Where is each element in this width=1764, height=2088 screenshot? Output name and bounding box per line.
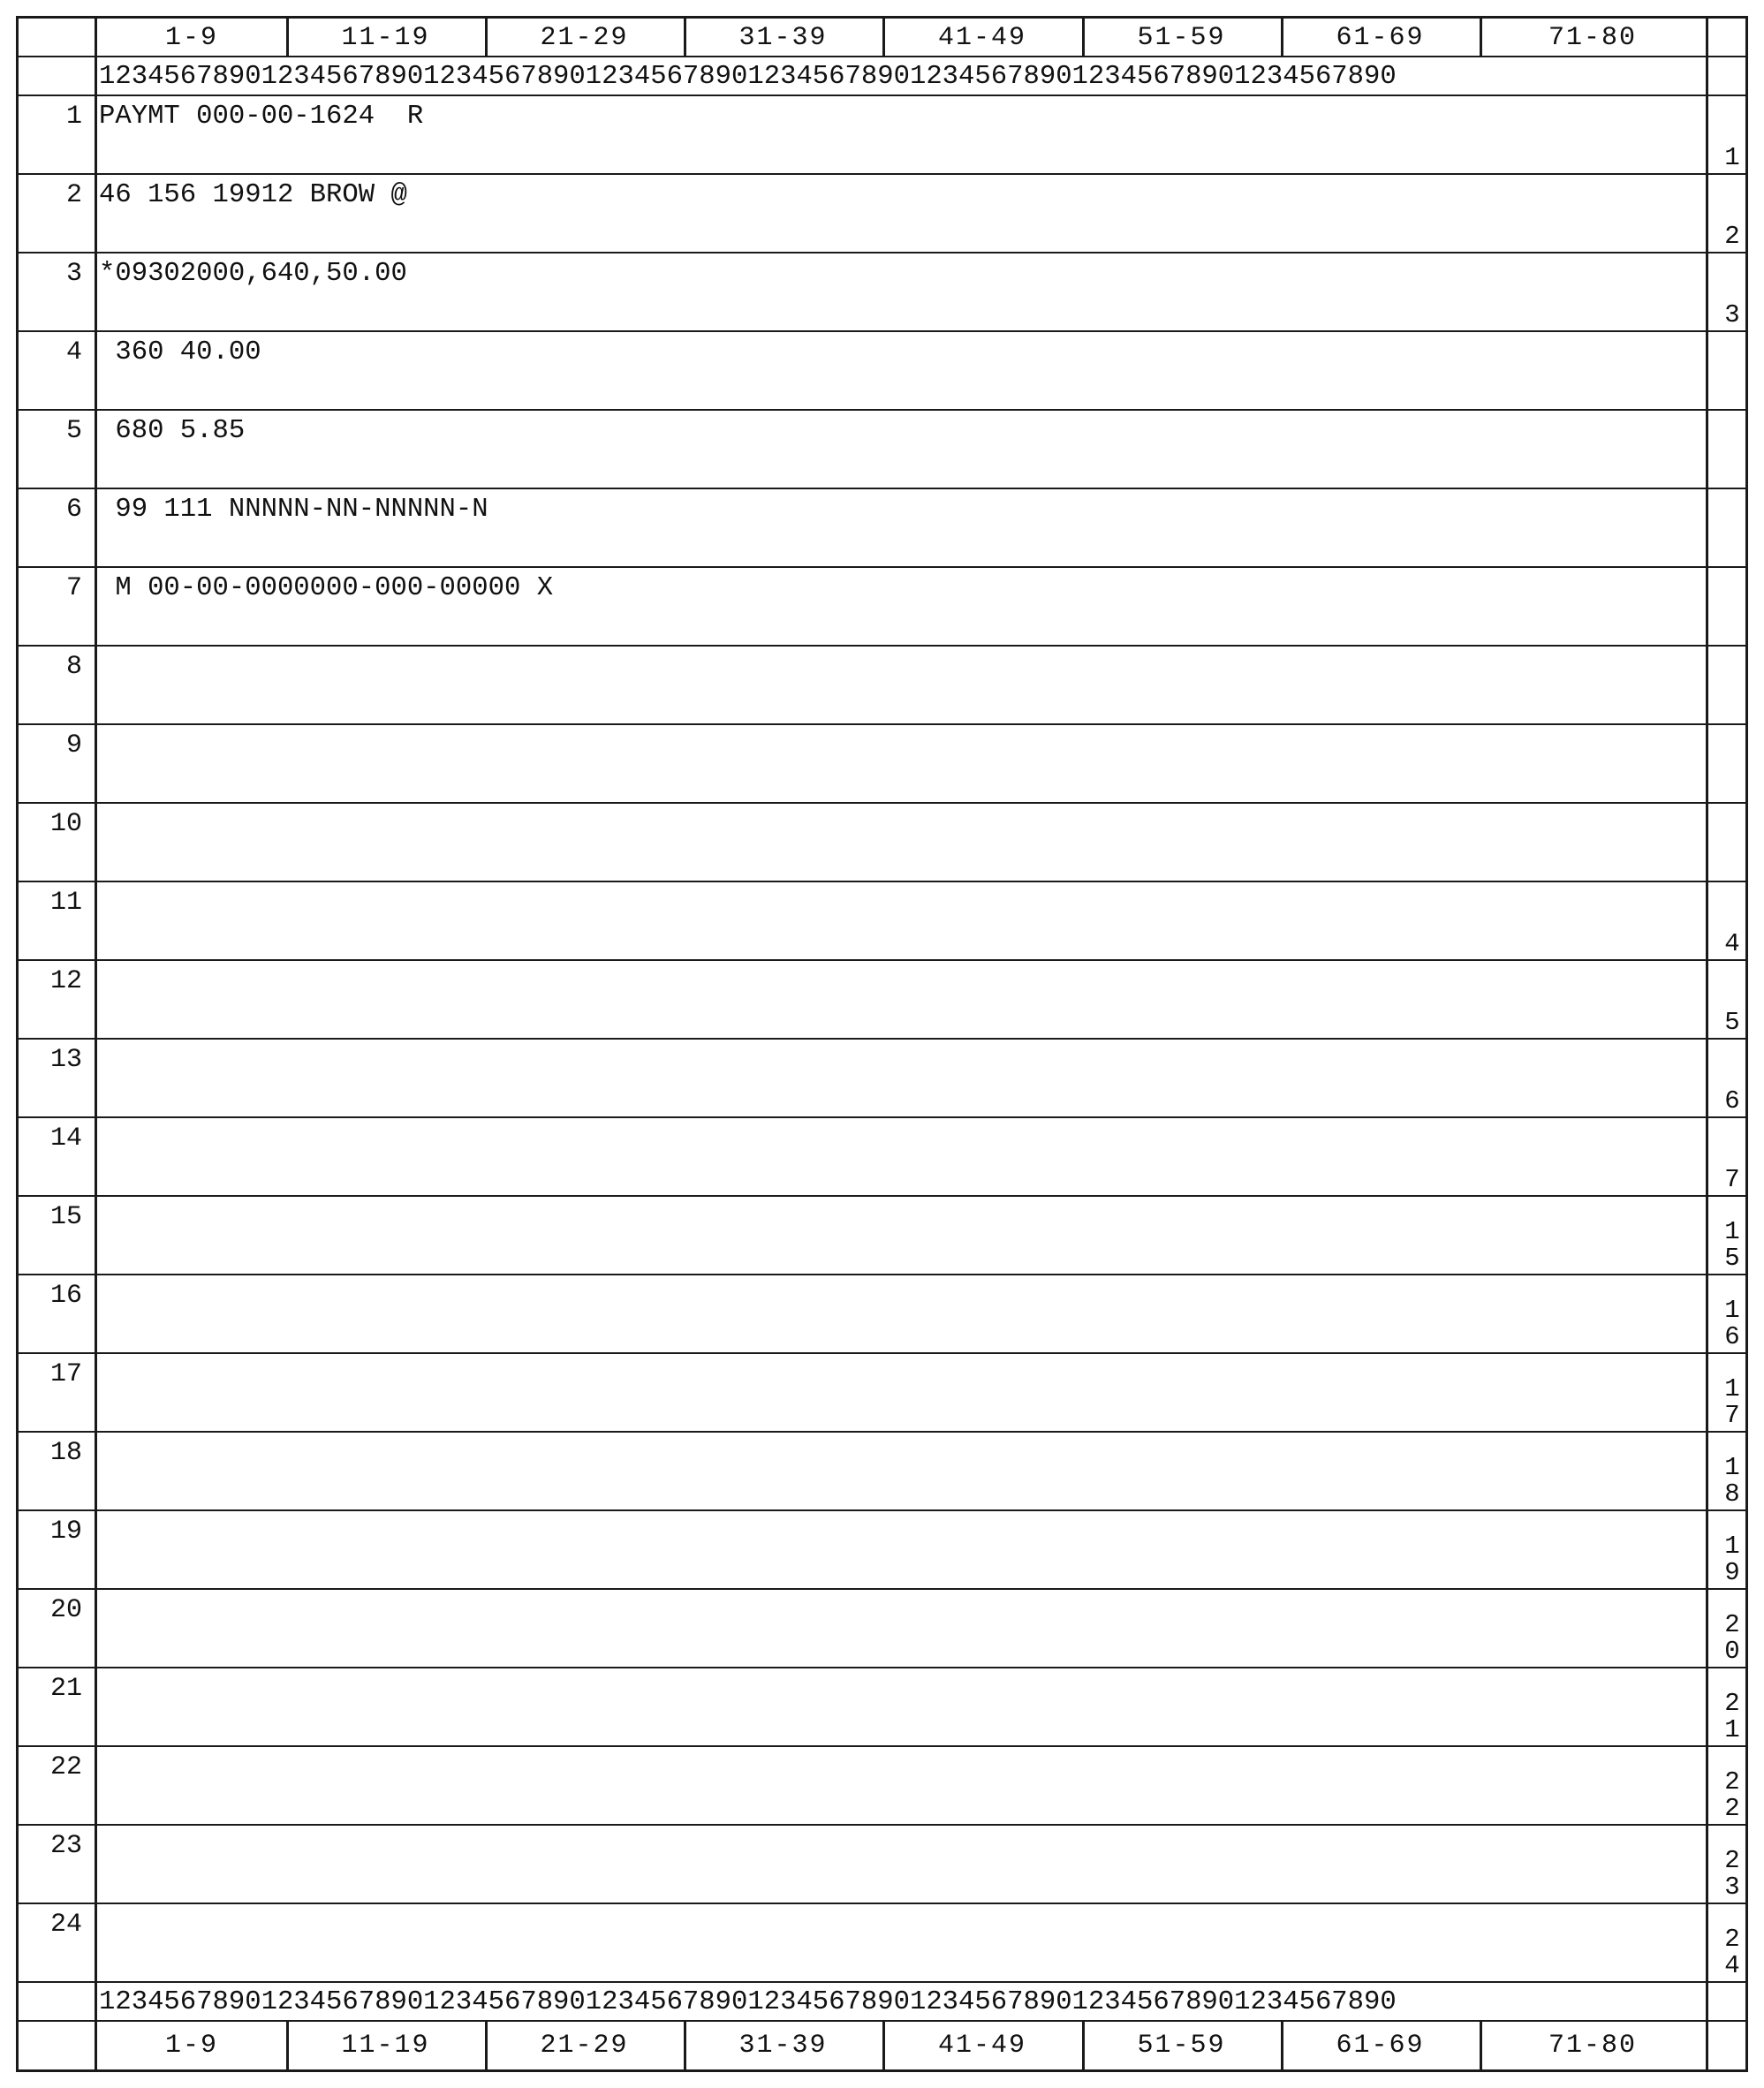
line-content-cell[interactable] xyxy=(97,332,1706,409)
line-number: 1 xyxy=(65,102,82,132)
screen-row xyxy=(19,961,1745,1040)
screen-row xyxy=(19,1668,1745,1747)
line-number-cell xyxy=(19,1668,97,1745)
corner-cell xyxy=(19,19,97,56)
line-tag-cell xyxy=(1706,332,1745,409)
line-content-cell[interactable] xyxy=(97,489,1706,566)
header-digits-row xyxy=(19,57,1745,96)
line-tag-cell xyxy=(1706,1590,1745,1667)
screen-row xyxy=(19,411,1745,489)
line-number: 4 xyxy=(65,337,82,367)
line-tag-cell xyxy=(1706,1040,1745,1116)
line-tag: 6 xyxy=(1724,1086,1740,1116)
line-content: 46 156 19912 BROW @ xyxy=(99,180,407,210)
line-content-cell[interactable] xyxy=(97,804,1706,881)
screen-row xyxy=(19,1590,1745,1668)
line-number: 10 xyxy=(49,809,82,839)
line-tag: 22 xyxy=(1724,1767,1740,1823)
line-tag: 21 xyxy=(1724,1689,1740,1744)
range-label: 41-49 xyxy=(882,2022,1085,2069)
corner-cell xyxy=(19,57,97,95)
screen-row xyxy=(19,725,1745,804)
line-content-cell[interactable] xyxy=(97,1040,1706,1116)
line-tag: 7 xyxy=(1724,1165,1740,1194)
range-label: 1-9 xyxy=(97,2022,289,2069)
line-tag-cell xyxy=(1706,568,1745,645)
range-label: 11-19 xyxy=(286,2022,488,2069)
line-tag-cell xyxy=(1706,411,1745,488)
line-content-cell[interactable] xyxy=(97,1433,1706,1509)
line-number-cell xyxy=(19,1590,97,1667)
screen-grid xyxy=(16,16,1748,2072)
line-content: PAYMT 000-00-1624 R xyxy=(99,102,424,132)
line-tag-cell xyxy=(1706,1197,1745,1274)
range-label: 31-39 xyxy=(684,2022,885,2069)
line-number-cell xyxy=(19,961,97,1038)
line-number-cell xyxy=(19,96,97,173)
screen-row xyxy=(19,1275,1745,1354)
line-number-cell xyxy=(19,1904,97,1981)
line-number-cell xyxy=(19,1511,97,1588)
footer-ranges xyxy=(97,2022,1706,2069)
screen-row xyxy=(19,1826,1745,1904)
line-number: 8 xyxy=(65,652,82,682)
screen-row xyxy=(19,175,1745,253)
header-right-cell xyxy=(1706,19,1745,56)
header-right-cell xyxy=(1706,57,1745,95)
line-number-cell xyxy=(19,804,97,881)
line-content-cell[interactable] xyxy=(97,1904,1706,1981)
line-content: 360 40.00 xyxy=(99,337,261,367)
line-content-cell[interactable] xyxy=(97,647,1706,723)
line-tag-cell xyxy=(1706,1904,1745,1981)
line-tag: 19 xyxy=(1724,1532,1740,1587)
corner-cell xyxy=(19,1983,97,2020)
screen-row xyxy=(19,1433,1745,1511)
line-content-cell[interactable] xyxy=(97,1826,1706,1903)
line-tag: 5 xyxy=(1724,1008,1740,1037)
screen-row xyxy=(19,1354,1745,1433)
range-label: 1-9 xyxy=(97,19,289,56)
line-tag-cell xyxy=(1706,1275,1745,1352)
screen-row xyxy=(19,96,1745,175)
line-number: 23 xyxy=(49,1831,82,1861)
line-content-cell[interactable] xyxy=(97,1197,1706,1274)
line-content-cell[interactable] xyxy=(97,96,1706,173)
line-content-cell[interactable] xyxy=(97,175,1706,252)
screen-row xyxy=(19,253,1745,332)
line-number: 6 xyxy=(65,495,82,525)
screen-row xyxy=(19,1040,1745,1118)
line-tag-cell xyxy=(1706,489,1745,566)
screen-row xyxy=(19,1118,1745,1197)
screen-row xyxy=(19,647,1745,725)
line-number: 17 xyxy=(49,1359,82,1389)
header-ranges xyxy=(97,19,1706,56)
screen-row xyxy=(19,332,1745,411)
line-tag-cell xyxy=(1706,96,1745,173)
line-tag-cell xyxy=(1706,882,1745,959)
range-label: 61-69 xyxy=(1281,2022,1482,2069)
line-number-cell xyxy=(19,175,97,252)
line-tag: 20 xyxy=(1724,1610,1740,1666)
line-tag: 15 xyxy=(1724,1217,1740,1273)
line-content-cell[interactable] xyxy=(97,882,1706,959)
line-number: 21 xyxy=(49,1674,82,1704)
screen-row xyxy=(19,882,1745,961)
line-tag: 1 xyxy=(1724,143,1740,172)
screen-row xyxy=(19,1904,1745,1983)
line-number-cell xyxy=(19,1197,97,1274)
column-digits: 12345678901234567890123456789012345678901234567890123456789012345678901234567890 xyxy=(99,62,1397,92)
line-content: 99 111 NNNNN-NN-NNNNN-N xyxy=(99,495,488,525)
line-content-cell[interactable] xyxy=(97,1354,1706,1431)
screen-row xyxy=(19,489,1745,568)
line-number: 7 xyxy=(65,573,82,603)
line-tag-cell xyxy=(1706,1747,1745,1824)
line-number: 22 xyxy=(49,1752,82,1782)
line-content: M 00-00-0000000-000-00000 X xyxy=(99,573,554,603)
line-number-cell xyxy=(19,1354,97,1431)
line-number: 3 xyxy=(65,259,82,289)
line-number-cell xyxy=(19,489,97,566)
range-label: 51-59 xyxy=(1082,19,1283,56)
footer-ranges-row xyxy=(19,2022,1745,2069)
line-number: 5 xyxy=(65,416,82,446)
range-label: 51-59 xyxy=(1082,2022,1283,2069)
range-label: 31-39 xyxy=(684,19,885,56)
line-tag-cell xyxy=(1706,175,1745,252)
line-content-cell[interactable] xyxy=(97,568,1706,645)
range-label: 71-80 xyxy=(1548,2031,1637,2061)
line-tag-cell xyxy=(1706,725,1745,802)
footer-right-cell xyxy=(1706,1983,1745,2020)
line-tag-cell xyxy=(1706,961,1745,1038)
line-number-cell xyxy=(19,882,97,959)
line-content-cell[interactable] xyxy=(97,411,1706,488)
screen-row xyxy=(19,1197,1745,1275)
line-content-cell[interactable] xyxy=(97,1511,1706,1588)
line-content-cell[interactable] xyxy=(97,1118,1706,1195)
range-label: 61-69 xyxy=(1281,19,1482,56)
line-number-cell xyxy=(19,332,97,409)
line-number-cell xyxy=(19,1275,97,1352)
line-number: 12 xyxy=(49,966,82,996)
line-number-cell xyxy=(19,1040,97,1116)
range-label: 71-80 xyxy=(1548,23,1637,53)
corner-cell xyxy=(19,2022,97,2069)
line-number-cell xyxy=(19,1747,97,1824)
line-content-cell[interactable] xyxy=(97,253,1706,330)
screen-row xyxy=(19,1747,1745,1826)
line-number: 9 xyxy=(65,730,82,760)
line-tag: 24 xyxy=(1724,1925,1740,1980)
line-number-cell xyxy=(19,725,97,802)
line-tag-cell xyxy=(1706,647,1745,723)
screen-row xyxy=(19,1511,1745,1590)
line-number-cell xyxy=(19,411,97,488)
line-tag-cell xyxy=(1706,1118,1745,1195)
line-tag: 2 xyxy=(1724,222,1740,251)
line-tag: 16 xyxy=(1724,1296,1740,1351)
line-number-cell xyxy=(19,253,97,330)
screen-row xyxy=(19,568,1745,647)
column-digits: 12345678901234567890123456789012345678901234567890123456789012345678901234567890 xyxy=(99,1987,1397,2017)
range-label: 11-19 xyxy=(286,19,488,56)
line-number-cell xyxy=(19,1826,97,1903)
footer-digits-row xyxy=(19,1983,1745,2022)
line-content-cell[interactable] xyxy=(97,725,1706,802)
line-tag-cell xyxy=(1706,1511,1745,1588)
line-number-cell xyxy=(19,1433,97,1509)
line-tag-cell xyxy=(1706,1826,1745,1903)
line-number-cell xyxy=(19,1118,97,1195)
range-label: 21-29 xyxy=(485,19,686,56)
line-number: 18 xyxy=(49,1438,82,1468)
line-tag-cell xyxy=(1706,1668,1745,1745)
footer-right-cell xyxy=(1706,2022,1745,2069)
range-label: 41-49 xyxy=(882,19,1085,56)
line-tag: 17 xyxy=(1724,1374,1740,1430)
line-number: 13 xyxy=(49,1045,82,1075)
screen-row xyxy=(19,804,1745,882)
line-content-cell[interactable] xyxy=(97,1668,1706,1745)
line-number: 24 xyxy=(49,1910,82,1940)
line-tag: 4 xyxy=(1724,929,1740,958)
line-content-cell[interactable] xyxy=(97,1590,1706,1667)
line-tag: 23 xyxy=(1724,1846,1740,1902)
line-tag-cell xyxy=(1706,1433,1745,1509)
line-content: *09302000,640,50.00 xyxy=(99,259,407,289)
header-digits-cell xyxy=(97,57,1706,95)
line-number: 15 xyxy=(49,1202,82,1232)
line-number-cell xyxy=(19,647,97,723)
line-content-cell[interactable] xyxy=(97,961,1706,1038)
line-content: 680 5.85 xyxy=(99,416,246,446)
line-number: 19 xyxy=(49,1517,82,1547)
line-tag: 18 xyxy=(1724,1453,1740,1509)
line-number: 20 xyxy=(49,1595,82,1625)
line-number: 16 xyxy=(49,1281,82,1311)
footer-digits-cell xyxy=(97,1983,1706,2020)
line-number: 2 xyxy=(65,180,82,210)
header-ranges-row xyxy=(19,19,1745,57)
line-number: 11 xyxy=(49,888,82,918)
line-tag-cell xyxy=(1706,804,1745,881)
line-tag-cell xyxy=(1706,253,1745,330)
line-tag-cell xyxy=(1706,1354,1745,1431)
line-tag: 3 xyxy=(1724,300,1740,329)
line-number: 14 xyxy=(49,1123,82,1154)
range-label: 21-29 xyxy=(485,2022,686,2069)
line-number-cell xyxy=(19,568,97,645)
line-content-cell[interactable] xyxy=(97,1747,1706,1824)
line-content-cell[interactable] xyxy=(97,1275,1706,1352)
